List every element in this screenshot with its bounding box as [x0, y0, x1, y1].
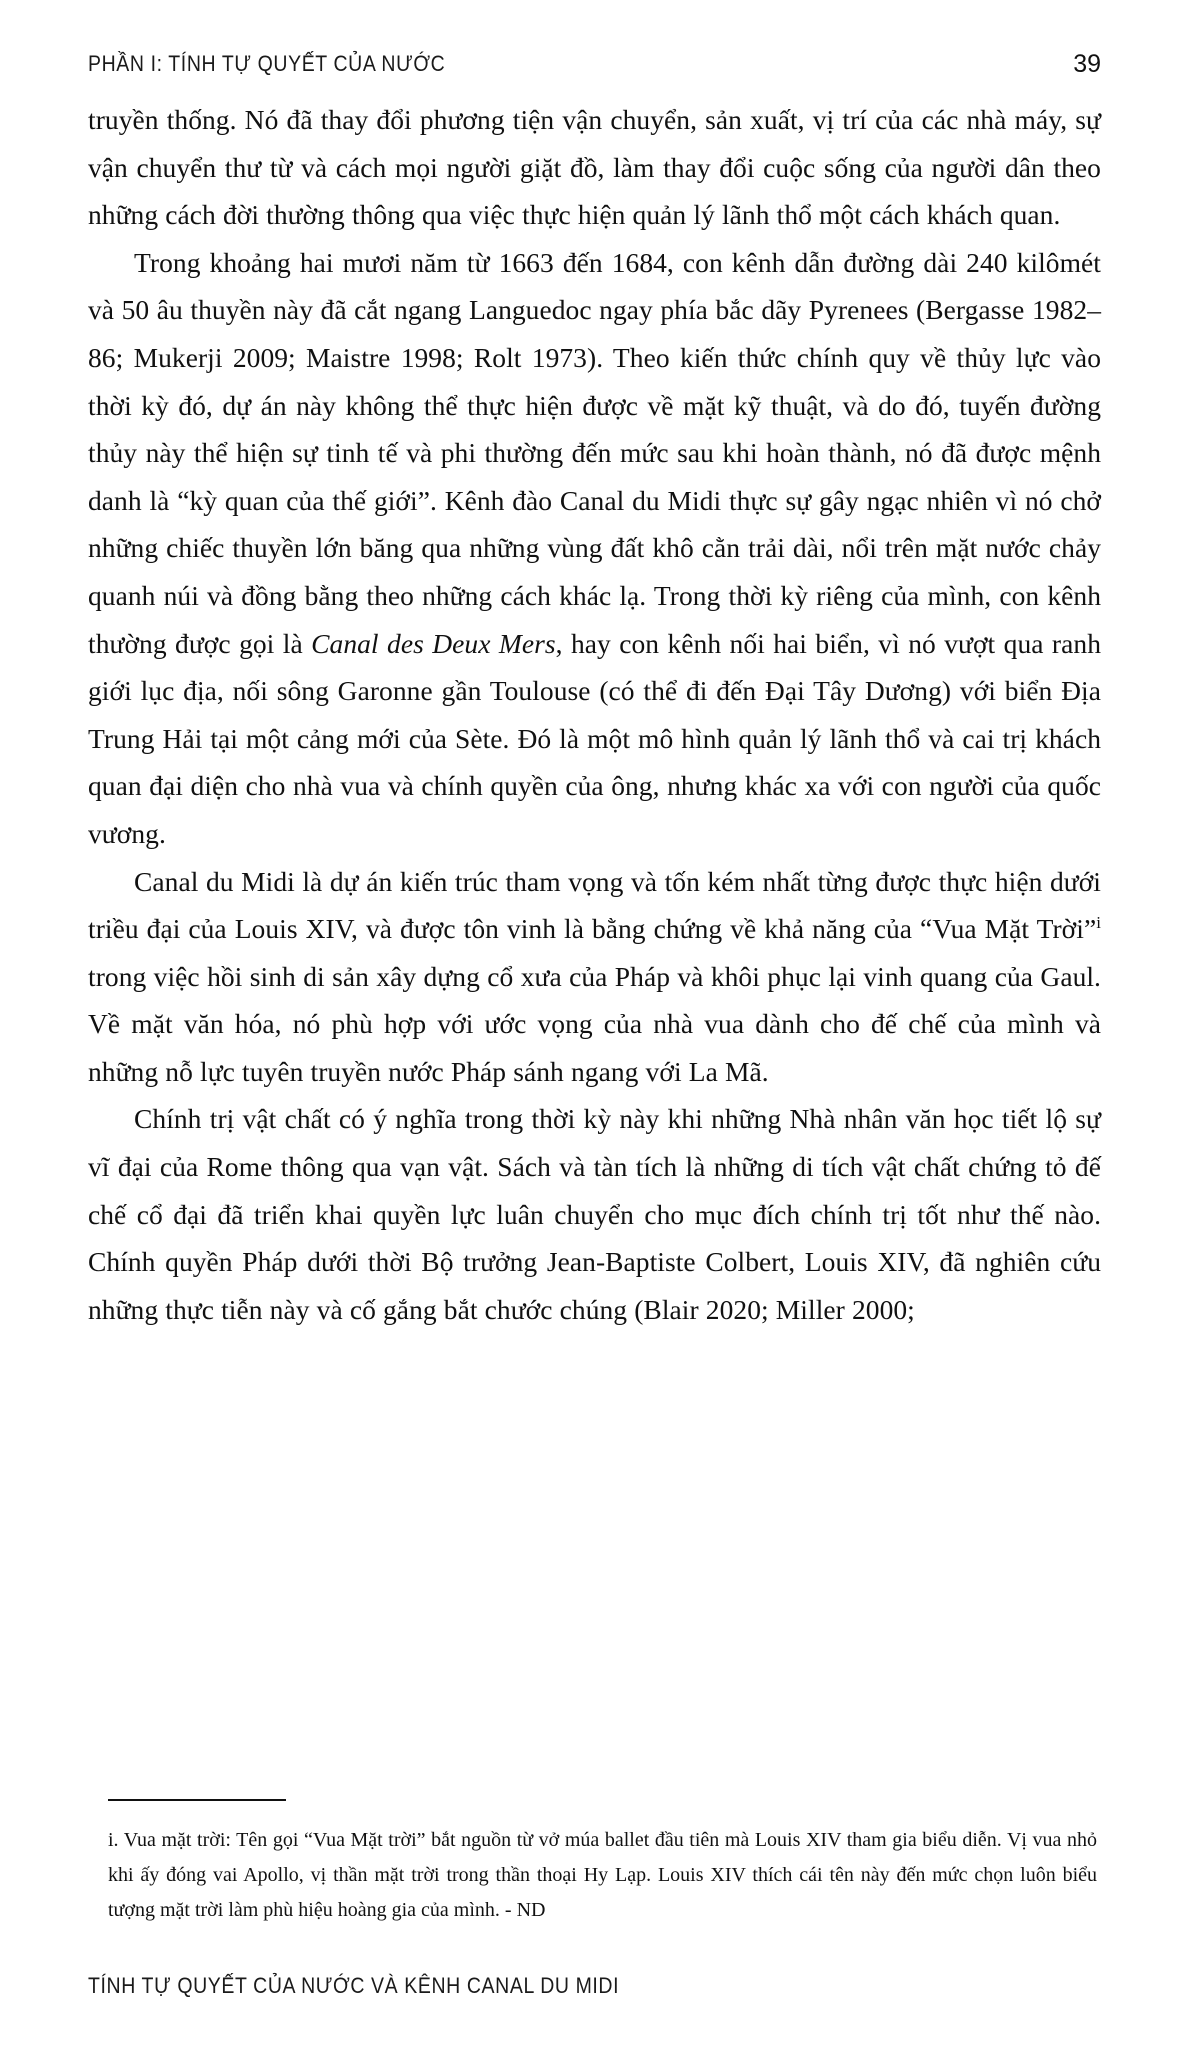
footnote-separator-rule [108, 1799, 286, 1801]
paragraph-text-part-b: trong việc hồi sinh di sản xây dựng cổ xưa của Pháp và khôi phục lại vinh quang của Gaul. Về mặt văn hóa, nó phù hợp với ước vọng của nhà vua dành cho đế chế của mình và những nỗ lực tuyên truyền nước Pháp sánh ngang với La Mã. [88, 960, 1101, 1087]
running-head-title: PHẦN I: TÍNH TỰ QUYẾT CỦA NƯỚC [88, 51, 446, 77]
footnote-reference-marker[interactable]: i [1096, 912, 1101, 932]
paragraph-text-part-a: Canal du Midi là dự án kiến trúc tham vọng và tốn kém nhất từng được thực hiện dưới triều đại của Louis XIV, và được tôn vinh là bằng chứng về khả năng của “Vua Mặt Trời” [88, 865, 1101, 945]
paragraph-continued: truyền thống. Nó đã thay đổi phương tiện vận chuyển, sản xuất, vị trí của các nhà máy, sự vận chuyển thư từ và cách mọi người giặt đồ, làm thay đổi cuộc sống của người dân theo những cách đời thường thông qua việc thực hiện quản lý lãnh thổ một cách khách quan. [88, 104, 1101, 231]
page-footer-title: TÍNH TỰ QUYẾT CỦA NƯỚC VÀ KÊNH CANAL DU MIDI [88, 1973, 620, 1999]
page-number: 39 [1073, 50, 1101, 78]
paragraph-canal-history [88, 239, 1101, 858]
paragraph-text-part-a: Trong khoảng hai mươi năm từ 1663 đến 1684, con kênh dẫn đường dài 240 kilômét và 50 âu thuyền này đã cắt ngang Languedoc ngay phía bắc dãy Pyrenees (Bergasse 1982–86; Mukerji 2009; Maistre 1998; Rolt 1973). Theo kiến thức chính quy về thủy lực vào thời kỳ đó, dự án này không thể thực hiện được về mặt kỹ thuật, và do đó, tuyến đường thủy này thể hiện sự tinh tế và phi thường đến mức sau khi hoàn thành, nó đã được mệnh danh là “kỳ quan của thế giới”. Kênh đào Canal du Midi thực sự gây ngạc nhiên vì nó chở những chiếc thuyền lớn băng qua những vùng đất khô cằn trải dài, nổi trên mặt nước chảy quanh núi và đồng bằng theo những cách khác lạ. Trong thời kỳ riêng của mình, con kênh thường được gọi là [88, 246, 1101, 659]
paragraph-text-part-b: , hay con kênh nối hai biển, vì nó vượt qua ranh giới lục địa, nối sông Garonne gần Toulouse (có thể đi đến Đại Tây Dương) với biển Địa Trung Hải tại một cảng mới của Sète. Đó là một mô hình quản lý lãnh thổ và cai trị khách quan đại diện cho nhà vua và chính quyền của ông, nhưng khác xa với con người của quốc vương. [88, 627, 1101, 849]
footnote-text: i. Vua mặt trời: Tên gọi “Vua Mặt trời” bắt nguồn từ vở múa ballet đầu tiên mà Louis XIV tham gia biểu diễn. Vị vua nhỏ khi ấy đóng vai Apollo, vị thần mặt trời trong thần thoại Hy Lạp. Louis XIV thích cái tên này đến mức chọn luôn biểu tượng mặt trời làm phù hiệu hoàng gia của mình. - ND [108, 1829, 1097, 1921]
running-head [88, 52, 1101, 86]
paragraph-material-politics: Chính trị vật chất có ý nghĩa trong thời kỳ này khi những Nhà nhân văn học tiết lộ sự vĩ đại của Rome thông qua vạn vật. Sách và tàn tích là những di tích vật chất chứng tỏ đế chế cổ đại đã triển khai quyền lực luân chuyển cho mục đích chính trị tốt như thế nào. Chính quyền Pháp dưới thời Bộ trưởng Jean-Baptiste Colbert, Louis XIV, đã nghiên cứu những thực tiễn này và cố gắng bắt chước chúng (Blair 2020; Miller 2000; [88, 1103, 1101, 1325]
body-text [88, 96, 1101, 1333]
italic-title-canal-des-deux-mers: Canal des Deux Mers [311, 627, 556, 659]
footnote-section [88, 1799, 1101, 1928]
paragraph-louis-xiv [88, 858, 1101, 1096]
